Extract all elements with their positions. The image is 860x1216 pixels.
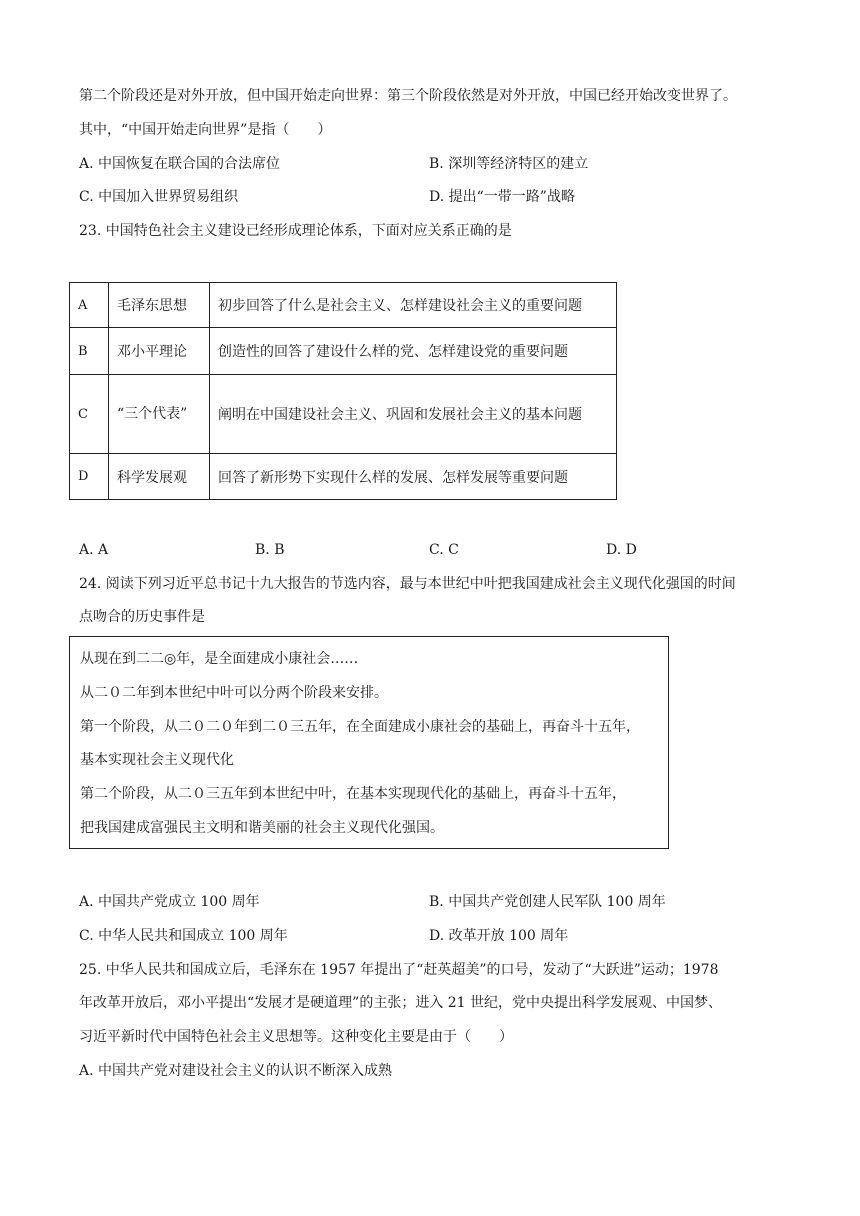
q23-theory-table: [69, 282, 617, 500]
excerpt-line: 第一个阶段，从二０二０年到二０三五年，在全面建成小康社会的基础上，再奋斗十五年，: [80, 719, 640, 735]
q22-stem-line-2: 其中，“中国开始走向世界”是指（ ）: [79, 122, 332, 138]
excerpt-line: 从二０二年到本世纪中叶可以分两个阶段来安排。: [80, 685, 388, 701]
q23-stem: 23. 中国特色社会主义建设已经形成理论体系，下面对应关系正确的是: [79, 223, 512, 239]
table-cell-letter: D: [70, 454, 109, 500]
table-cell-description: 创造性的回答了建设什么样的党、怎样建设党的重要问题: [210, 328, 617, 375]
table-cell-theory: 毛泽东思想: [109, 283, 210, 328]
q23-option-d[interactable]: D. D: [606, 542, 637, 558]
q23-option-c[interactable]: C. C: [429, 542, 459, 558]
excerpt-line: 第二个阶段，从二０三五年到本世纪中叶，在基本实现现代化的基础上，再奋斗十五年，: [80, 786, 626, 802]
table-row: [70, 328, 617, 375]
q23-option-a[interactable]: A. A: [79, 542, 109, 558]
q24-report-excerpt: [69, 636, 669, 849]
excerpt-line: 基本实现社会主义现代化: [80, 752, 234, 768]
table-row: [70, 283, 617, 328]
q24-stem-line-1: 24. 阅读下列习近平总书记十九大报告的节选内容，最与本世纪中叶把我国建成社会主义现代化强国的时间: [79, 576, 736, 592]
table-cell-theory: 科学发展观: [109, 454, 210, 500]
q25-stem-line-3: 习近平新时代中国特色社会主义思想等。这种变化主要是由于（ ）: [79, 1029, 513, 1045]
q24-option-a[interactable]: A. 中国共产党成立 100 周年: [79, 894, 260, 910]
table-cell-letter: B: [70, 328, 109, 375]
table-cell-letter: C: [70, 375, 109, 454]
table-cell-description: 阐明在中国建设社会主义、巩固和发展社会主义的基本问题: [210, 375, 617, 454]
table-cell-letter: A: [70, 283, 109, 328]
q24-option-d[interactable]: D. 改革开放 100 周年: [429, 928, 569, 944]
q25-stem-line-1: 25. 中华人民共和国成立后，毛泽东在 1957 年提出了“赶英超美”的口号，发动了“大跃进”运动；1978: [79, 962, 719, 978]
q22-option-a[interactable]: A. 中国恢复在联合国的合法席位: [79, 156, 281, 172]
table-row: [70, 375, 617, 454]
excerpt-line: 把我国建成富强民主文明和谐美丽的社会主义现代化强国。: [80, 820, 444, 836]
q24-option-b[interactable]: B. 中国共产党创建人民军队 100 周年: [429, 894, 666, 910]
q22-stem-line-1: 第二个阶段还是对外开放，但中国开始走向世界：第三个阶段依然是对外开放，中国已经开始改变世界了。: [79, 88, 737, 104]
q22-option-c[interactable]: C. 中国加入世界贸易组织: [79, 189, 239, 205]
q22-option-d[interactable]: D. 提出“一带一路”战略: [429, 189, 575, 205]
table-cell-description: 回答了新形势下实现什么样的发展、怎样发展等重要问题: [210, 454, 617, 500]
q24-stem-line-2: 点吻合的历史事件是: [79, 609, 205, 625]
q23-option-b[interactable]: B. B: [255, 542, 285, 558]
table-cell-theory: 邓小平理论: [109, 328, 210, 375]
q25-stem-line-2: 年改革开放后，邓小平提出“发展才是硬道理”的主张；进入 21 世纪，党中央提出科学发展观、中国梦、: [79, 995, 723, 1011]
q24-option-c[interactable]: C. 中华人民共和国成立 100 周年: [79, 928, 288, 944]
q22-option-b[interactable]: B. 深圳等经济特区的建立: [429, 156, 589, 172]
table-row: [70, 454, 617, 500]
table-cell-description: 初步回答了什么是社会主义、怎样建设社会主义的重要问题: [210, 283, 617, 328]
table-cell-theory: “三个代表”: [109, 375, 210, 454]
q25-option-a[interactable]: A. 中国共产党对建设社会主义的认识不断深入成熟: [79, 1063, 393, 1079]
excerpt-line: 从现在到二二◎年，是全面建成小康社会……: [80, 651, 359, 667]
